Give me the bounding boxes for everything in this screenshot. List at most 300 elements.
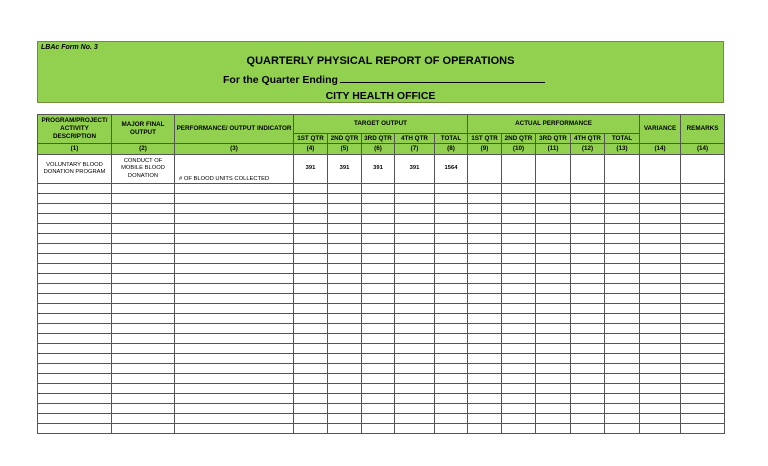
- table-cell: [112, 204, 175, 214]
- table-cell: [536, 354, 571, 364]
- table-cell: [362, 234, 395, 244]
- table-cell: [468, 244, 502, 254]
- table-row: [38, 364, 725, 374]
- cell-target-q4: 391: [395, 155, 435, 184]
- table-cell: [362, 294, 395, 304]
- table-row: [38, 155, 725, 184]
- table-cell: [294, 304, 328, 314]
- table-cell: [605, 224, 640, 234]
- table-row: [38, 424, 725, 434]
- report-page: [37, 41, 724, 434]
- table-cell: [605, 194, 640, 204]
- table-cell: [468, 414, 502, 424]
- table-cell: [294, 184, 328, 194]
- table-cell: [38, 184, 112, 194]
- table-cell: [362, 334, 395, 344]
- table-cell: [640, 314, 681, 324]
- table-cell: [395, 314, 435, 324]
- quarter-ending-label: For the Quarter Ending: [223, 74, 338, 86]
- table-cell: [681, 224, 725, 234]
- table-cell: [681, 384, 725, 394]
- table-cell: [328, 254, 362, 264]
- table-cell: [536, 344, 571, 354]
- table-cell: [395, 364, 435, 374]
- table-cell: [395, 214, 435, 224]
- table-cell: [571, 364, 605, 374]
- table-cell: [605, 214, 640, 224]
- table-cell: [605, 314, 640, 324]
- table-cell: [328, 214, 362, 224]
- table-cell: [38, 284, 112, 294]
- table-cell: [435, 424, 468, 434]
- table-cell: [571, 224, 605, 234]
- table-cell: [175, 224, 294, 234]
- table-cell: [395, 224, 435, 234]
- table-cell: [362, 254, 395, 264]
- table-cell: [605, 374, 640, 384]
- table-cell: [175, 244, 294, 254]
- table-cell: [468, 284, 502, 294]
- table-cell: [571, 324, 605, 334]
- table-cell: [294, 244, 328, 254]
- table-cell: [435, 184, 468, 194]
- table-cell: [435, 374, 468, 384]
- table-cell: [294, 424, 328, 434]
- table-cell: [468, 294, 502, 304]
- table-cell: [605, 294, 640, 304]
- table-cell: [395, 234, 435, 244]
- table-row: [38, 314, 725, 324]
- table-cell: [536, 414, 571, 424]
- header-target-q4: 4TH QTR: [395, 134, 435, 144]
- table-cell: [328, 404, 362, 414]
- table-cell: [640, 424, 681, 434]
- table-cell: [681, 394, 725, 404]
- table-cell: [175, 314, 294, 324]
- table-cell: [502, 314, 536, 324]
- table-cell: [362, 344, 395, 354]
- table-cell: [395, 284, 435, 294]
- cell-target-q2: 391: [328, 155, 362, 184]
- table-row: [38, 184, 725, 194]
- table-cell: [605, 244, 640, 254]
- table-cell: [395, 424, 435, 434]
- table-cell: [38, 324, 112, 334]
- table-cell: [681, 304, 725, 314]
- table-cell: [38, 254, 112, 264]
- col-number: (12): [571, 144, 605, 155]
- table-cell: [175, 394, 294, 404]
- table-cell: [112, 414, 175, 424]
- table-cell: [328, 384, 362, 394]
- table-cell: [38, 344, 112, 354]
- table-cell: [435, 234, 468, 244]
- table-cell: [502, 184, 536, 194]
- header-major-final-output: MAJOR FINAL OUTPUT: [112, 115, 175, 144]
- table-cell: [681, 374, 725, 384]
- table-cell: [175, 414, 294, 424]
- table-cell: [38, 334, 112, 344]
- table-cell: [435, 364, 468, 374]
- table-cell: [294, 224, 328, 234]
- table-cell: [640, 334, 681, 344]
- table-cell: [571, 294, 605, 304]
- table-cell: [468, 234, 502, 244]
- table-cell: [395, 264, 435, 274]
- cell-actual-q4: [571, 155, 605, 184]
- table-cell: [571, 384, 605, 394]
- table-cell: [175, 274, 294, 284]
- table-cell: [175, 284, 294, 294]
- table-cell: [502, 204, 536, 214]
- table-cell: [571, 304, 605, 314]
- table-cell: [175, 344, 294, 354]
- table-cell: [502, 214, 536, 224]
- table-cell: [362, 364, 395, 374]
- table-cell: [468, 384, 502, 394]
- table-cell: [536, 234, 571, 244]
- table-cell: [175, 424, 294, 434]
- table-cell: [605, 364, 640, 374]
- table-cell: [571, 234, 605, 244]
- table-cell: [468, 184, 502, 194]
- table-row: [38, 384, 725, 394]
- table-cell: [605, 204, 640, 214]
- table-cell: [328, 284, 362, 294]
- cell-actual-total: [605, 155, 640, 184]
- table-cell: [536, 304, 571, 314]
- table-cell: [468, 194, 502, 204]
- table-cell: [605, 264, 640, 274]
- cell-actual-q2: [502, 155, 536, 184]
- table-cell: [328, 264, 362, 274]
- table-cell: [328, 304, 362, 314]
- table-cell: [112, 224, 175, 234]
- table-cell: [468, 214, 502, 224]
- table-cell: [681, 424, 725, 434]
- table-cell: [362, 214, 395, 224]
- table-cell: [435, 384, 468, 394]
- table-cell: [536, 384, 571, 394]
- table-cell: [640, 194, 681, 204]
- table-cell: [640, 184, 681, 194]
- table-cell: [395, 194, 435, 204]
- table-cell: [294, 194, 328, 204]
- table-cell: [502, 234, 536, 244]
- table-row: [38, 354, 725, 364]
- table-cell: [328, 194, 362, 204]
- table-row: [38, 304, 725, 314]
- table-cell: [395, 354, 435, 364]
- table-cell: [681, 364, 725, 374]
- table-cell: [175, 364, 294, 374]
- table-cell: [112, 374, 175, 384]
- table-cell: [502, 374, 536, 384]
- table-cell: [112, 334, 175, 344]
- table-cell: [681, 234, 725, 244]
- table-cell: [502, 304, 536, 314]
- table-cell: [605, 344, 640, 354]
- table-cell: [571, 334, 605, 344]
- table-cell: [395, 274, 435, 284]
- table-cell: [435, 214, 468, 224]
- table-cell: [502, 294, 536, 304]
- table-cell: [362, 424, 395, 434]
- table-cell: [681, 274, 725, 284]
- table-row: [38, 234, 725, 244]
- table-cell: [395, 204, 435, 214]
- office-name: CITY HEALTH OFFICE: [325, 90, 436, 102]
- table-cell: [468, 304, 502, 314]
- table-cell: [362, 314, 395, 324]
- table-cell: [294, 414, 328, 424]
- table-cell: [175, 254, 294, 264]
- table-row: [38, 284, 725, 294]
- table-cell: [571, 254, 605, 264]
- cell-target-q1: 391: [294, 155, 328, 184]
- table-row: [38, 264, 725, 274]
- table-cell: [571, 424, 605, 434]
- table-cell: [435, 274, 468, 284]
- table-cell: [681, 184, 725, 194]
- table-cell: [362, 384, 395, 394]
- table-cell: [395, 184, 435, 194]
- table-cell: [468, 274, 502, 284]
- table-cell: [435, 304, 468, 314]
- table-cell: [38, 204, 112, 214]
- quarter-ending-blank: [340, 73, 545, 83]
- table-cell: [640, 324, 681, 334]
- table-cell: [328, 394, 362, 404]
- table-cell: [681, 194, 725, 204]
- table-cell: [435, 194, 468, 204]
- table-cell: [395, 414, 435, 424]
- table-cell: [294, 314, 328, 324]
- table-cell: [175, 324, 294, 334]
- report-title: QUARTERLY PHYSICAL REPORT OF OPERATIONS: [246, 55, 515, 67]
- table-cell: [38, 194, 112, 204]
- table-cell: [395, 324, 435, 334]
- table-cell: [502, 224, 536, 234]
- table-cell: [605, 234, 640, 244]
- table-cell: [435, 244, 468, 254]
- table-cell: [435, 294, 468, 304]
- table-cell: [468, 314, 502, 324]
- table-cell: [112, 324, 175, 334]
- table-cell: [112, 264, 175, 274]
- table-cell: [640, 224, 681, 234]
- table-cell: [395, 294, 435, 304]
- table-cell: [640, 204, 681, 214]
- table-cell: [640, 294, 681, 304]
- table-cell: [681, 294, 725, 304]
- table-cell: [640, 384, 681, 394]
- table-cell: [681, 244, 725, 254]
- table-cell: [328, 354, 362, 364]
- table-cell: [294, 394, 328, 404]
- table-cell: [502, 384, 536, 394]
- quarter-ending-line: [223, 73, 545, 86]
- table-cell: [536, 224, 571, 234]
- table-cell: [362, 224, 395, 234]
- table-cell: [362, 204, 395, 214]
- header-program: PROGRAM/PROJECT/ ACTIVITY DESCRIPTION: [38, 115, 112, 144]
- cell-variance: [640, 155, 681, 184]
- header-target-total: TOTAL: [435, 134, 468, 144]
- table-cell: [536, 364, 571, 374]
- table-cell: [294, 354, 328, 364]
- table-row: [38, 274, 725, 284]
- table-cell: [502, 194, 536, 204]
- table-cell: [605, 354, 640, 364]
- table-cell: [328, 314, 362, 324]
- table-cell: [112, 354, 175, 364]
- table-cell: [38, 304, 112, 314]
- table-cell: [362, 304, 395, 314]
- table-cell: [502, 264, 536, 274]
- table-cell: [640, 254, 681, 264]
- table-cell: [640, 264, 681, 274]
- table-cell: [571, 264, 605, 274]
- table-cell: [502, 254, 536, 264]
- table-cell: [175, 354, 294, 364]
- table-cell: [681, 334, 725, 344]
- table-row: [38, 324, 725, 334]
- table-cell: [328, 234, 362, 244]
- table-cell: [605, 404, 640, 414]
- header-actual-total: TOTAL: [605, 134, 640, 144]
- col-number: (13): [605, 144, 640, 155]
- table-cell: [38, 394, 112, 404]
- table-cell: [362, 264, 395, 274]
- table-cell: [640, 234, 681, 244]
- table-cell: [605, 254, 640, 264]
- table-cell: [502, 334, 536, 344]
- table-cell: [38, 264, 112, 274]
- table-cell: [468, 394, 502, 404]
- cell-output-indicator: # OF BLOOD UNITS COLLECTED: [175, 155, 294, 184]
- table-cell: [605, 304, 640, 314]
- table-cell: [395, 394, 435, 404]
- table-cell: [435, 314, 468, 324]
- table-cell: [468, 324, 502, 334]
- table-cell: [112, 424, 175, 434]
- table-cell: [112, 364, 175, 374]
- cell-program: VOLUNTARY BLOOD DONATION PROGRAM: [38, 155, 112, 184]
- col-number: (1): [38, 144, 112, 155]
- header-output-indicator: PERFORMANCE/ OUTPUT INDICATOR: [175, 115, 294, 144]
- table-row: [38, 294, 725, 304]
- table-cell: [328, 274, 362, 284]
- table-cell: [435, 224, 468, 234]
- table-row: [38, 404, 725, 414]
- table-cell: [571, 374, 605, 384]
- table-cell: [536, 214, 571, 224]
- table-cell: [605, 414, 640, 424]
- col-number: (10): [502, 144, 536, 155]
- table-cell: [395, 374, 435, 384]
- table-cell: [362, 394, 395, 404]
- table-cell: [112, 304, 175, 314]
- table-cell: [112, 184, 175, 194]
- table-cell: [175, 184, 294, 194]
- table-cell: [175, 334, 294, 344]
- table-cell: [328, 244, 362, 254]
- table-row: [38, 374, 725, 384]
- table-cell: [435, 414, 468, 424]
- table-row: [38, 204, 725, 214]
- table-cell: [328, 414, 362, 424]
- table-row: [38, 194, 725, 204]
- table-cell: [468, 344, 502, 354]
- table-cell: [294, 374, 328, 384]
- table-cell: [38, 214, 112, 224]
- table-cell: [681, 354, 725, 364]
- table-cell: [112, 404, 175, 414]
- col-number: (2): [112, 144, 175, 155]
- table-cell: [112, 274, 175, 284]
- header-actual-q3: 3RD QTR: [536, 134, 571, 144]
- table-cell: [605, 334, 640, 344]
- table-cell: [502, 274, 536, 284]
- table-cell: [38, 274, 112, 284]
- col-number: (8): [435, 144, 468, 155]
- table-cell: [112, 244, 175, 254]
- table-cell: [571, 194, 605, 204]
- table-cell: [328, 294, 362, 304]
- table-cell: [112, 294, 175, 304]
- header-actual-q1: 1ST QTR: [468, 134, 502, 144]
- table-cell: [681, 414, 725, 424]
- table-cell: [395, 404, 435, 414]
- table-cell: [175, 214, 294, 224]
- table-cell: [435, 394, 468, 404]
- table-cell: [536, 184, 571, 194]
- table-row: [38, 224, 725, 234]
- table-cell: [536, 294, 571, 304]
- report-table: [37, 114, 725, 434]
- table-cell: [175, 234, 294, 244]
- table-cell: [112, 234, 175, 244]
- table-cell: [502, 394, 536, 404]
- table-cell: [362, 404, 395, 414]
- table-cell: [395, 334, 435, 344]
- table-cell: [571, 204, 605, 214]
- cell-actual-q3: [536, 155, 571, 184]
- table-cell: [536, 264, 571, 274]
- cell-target-total: 1564: [435, 155, 468, 184]
- table-cell: [294, 274, 328, 284]
- table-cell: [605, 424, 640, 434]
- cell-actual-q1: [468, 155, 502, 184]
- table-cell: [640, 394, 681, 404]
- table-cell: [362, 244, 395, 254]
- table-cell: [605, 184, 640, 194]
- table-cell: [175, 304, 294, 314]
- table-cell: [175, 294, 294, 304]
- header-actual-q2: 2ND QTR: [502, 134, 536, 144]
- table-cell: [112, 344, 175, 354]
- table-cell: [294, 294, 328, 304]
- table-cell: [112, 314, 175, 324]
- table-cell: [468, 404, 502, 414]
- table-cell: [640, 364, 681, 374]
- table-row: [38, 334, 725, 344]
- header-target-q1: 1ST QTR: [294, 134, 328, 144]
- table-cell: [112, 194, 175, 204]
- header-target-output: TARGET OUTPUT: [294, 115, 468, 134]
- col-number: (9): [468, 144, 502, 155]
